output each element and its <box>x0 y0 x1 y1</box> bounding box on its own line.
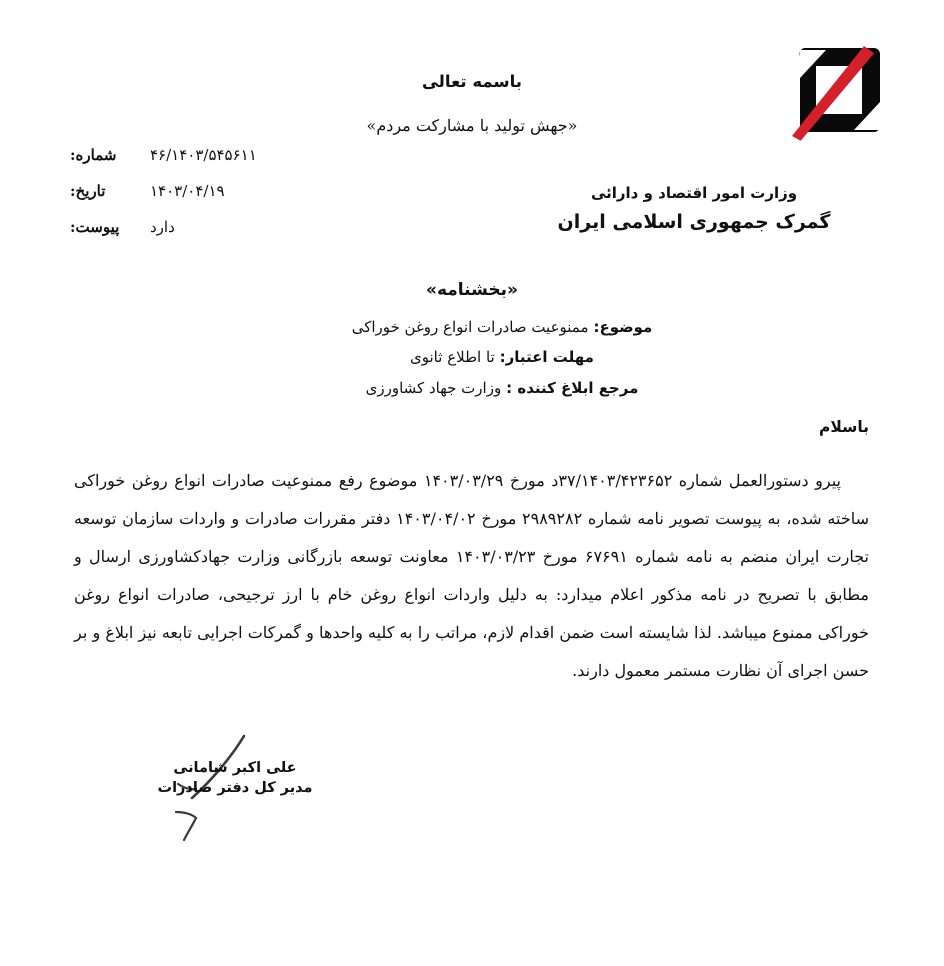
subject-label: موضوع: <box>593 318 653 336</box>
document-meta <box>70 146 320 254</box>
document-body-text: پیرو دستورالعمل شماره ۳۷/۱۴۰۳/۴۲۳۶۵۲د مورخ ۱۴۰۳/۰۳/۲۹ موضوع رفع ممنوعیت صادرات انواع روغن خوراکی ساخته شده، به پیوست تصویر نامه شماره ۲۹۸۹۲۸۲ مورخ ۱۴۰۳/۰۴/۰۲ دفتر مقررات صادرات و واردات سازمان توسعه تجارت ایران منضم به نامه شماره ۶۷۶۹۱ مورخ ۱۴۰۳/۰۳/۲۳ معاونت توسعه بازرگانی وزارت جهادکشاورزی ارسال و مطابق با تصریح در نامه مذکور اعلام میدارد: به دلیل واردات انواع روغن خام با ارز ترجیحی، صادرات انواع روغن خوراکی ممنوع میباشد. لذا شایسته است ضمن اقدام لازم، مراتب را به کلیه واحدها و گمرکات اجرایی تابعه نیز ابلاغ و بر حسن اجرای آن نظارت مستمر معمول دارند. <box>74 471 870 681</box>
number-label: شماره: <box>70 146 117 164</box>
signatory-name: علی اکبر شامانی <box>173 760 297 776</box>
meta-row-number <box>70 146 320 182</box>
subject-value: ممنوعیت صادرات انواع روغن خوراکی <box>351 318 589 336</box>
validity-row <box>60 342 944 372</box>
customs-name: گمرک جمهوری اسلامی ایران <box>557 211 831 234</box>
signatory-title: مدیر کل دفتر صادرات <box>157 780 313 796</box>
besmeh-taala-text: باسمه تعالی <box>421 72 523 91</box>
salutation-text: باسلام <box>818 418 869 436</box>
number-value: ۴۶/۱۴۰۳/۵۴۵۶۱۱ <box>150 146 257 164</box>
date-label: تاریخ: <box>70 182 106 200</box>
validity-value: تا اطلاع ثانوی <box>410 348 495 367</box>
attachment-value: دارد <box>150 218 175 236</box>
meta-row-attachment <box>70 218 320 254</box>
issuer-label: مرجع ابلاغ کننده : <box>506 378 639 397</box>
date-value: ۱۴۰۳/۰۴/۱۹ <box>150 182 225 200</box>
ministry-name: وزارت امور اقتصاد و دارائی <box>590 184 798 202</box>
document-type-title: «بخشنامه» <box>425 280 519 300</box>
issuer-row <box>60 373 944 403</box>
organization-names <box>484 182 904 238</box>
attachment-label: پیوست: <box>70 218 120 236</box>
signature-block <box>140 760 370 870</box>
subject-row <box>60 312 944 342</box>
validity-label: مهلت اعتبار: <box>499 348 594 367</box>
customs-logo <box>782 36 892 148</box>
subject-block <box>60 312 944 403</box>
meta-row-date <box>70 182 320 218</box>
year-slogan-text: «جهش تولید با مشارکت مردم» <box>366 116 578 135</box>
issuer-value: وزارت جهاد کشاورزی <box>365 378 502 397</box>
